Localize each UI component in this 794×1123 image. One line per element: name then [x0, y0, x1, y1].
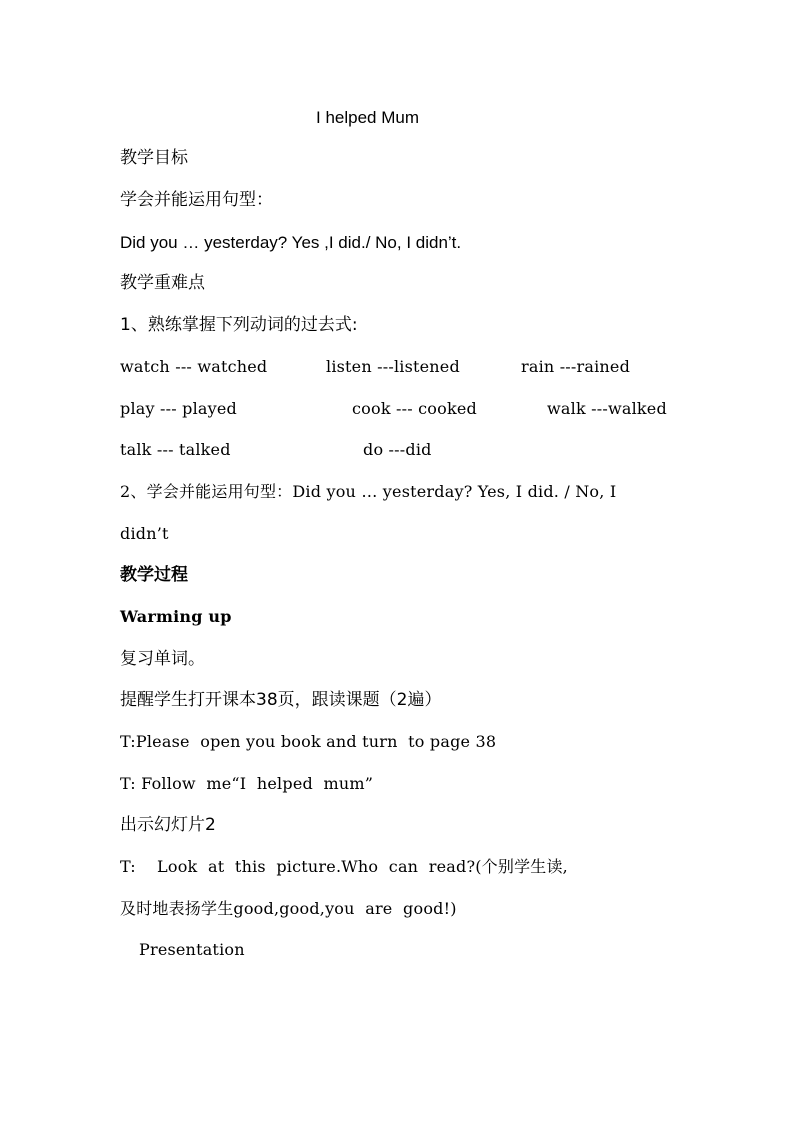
teacher-look-line: T: Look at this picture.Who can read?(个别学生读, [120, 857, 568, 876]
teacher-look-line-continued: 及时地表扬学生good,good,you are good!) [120, 899, 457, 918]
process-heading: 教学过程 [120, 565, 188, 585]
document-title: I helped Mum [316, 108, 419, 127]
verb-pair-cook: cook --- cooked [352, 399, 477, 418]
difficulties-heading: 教学重难点 [120, 273, 205, 293]
verb-pair-talk: talk --- talked [120, 440, 231, 459]
verb-pair-play: play --- played [120, 399, 237, 418]
warming-up-heading: Warming up [120, 607, 232, 626]
verb-pair-listen: listen ---listened [326, 357, 460, 376]
goals-sentence: Did you … yesterday? Yes ,I did./ No, I didn’t. [120, 233, 462, 252]
show-slide: 出示幻灯片2 [120, 815, 216, 835]
teacher-follow-line: T: Follow me“I helped mum” [120, 774, 374, 793]
verb-pair-rain: rain ---rained [521, 357, 631, 376]
verb-pair-do: do ---did [363, 440, 432, 459]
review-words: 复习单词。 [120, 649, 205, 669]
remind-students: 提醒学生打开课本38页，跟读课题（2遍） [120, 690, 442, 710]
verb-pair-walk: walk ---walked [547, 399, 667, 418]
presentation-heading: Presentation [139, 940, 245, 959]
teacher-please-line: T:Please open you book and turn to page 38 [120, 732, 497, 751]
goals-heading: 教学目标 [120, 148, 188, 168]
goals-subheading: 学会并能运用句型： [120, 190, 273, 210]
difficulty-item-2-continued: didn’t [120, 524, 169, 543]
difficulty-item-2: 2、学会并能运用句型：Did you … yesterday? Yes, I did. / No, I [120, 482, 617, 501]
difficulty-item-1: 1、熟练掌握下列动词的过去式: [120, 315, 358, 335]
verb-pair-watch: watch --- watched [120, 357, 268, 376]
